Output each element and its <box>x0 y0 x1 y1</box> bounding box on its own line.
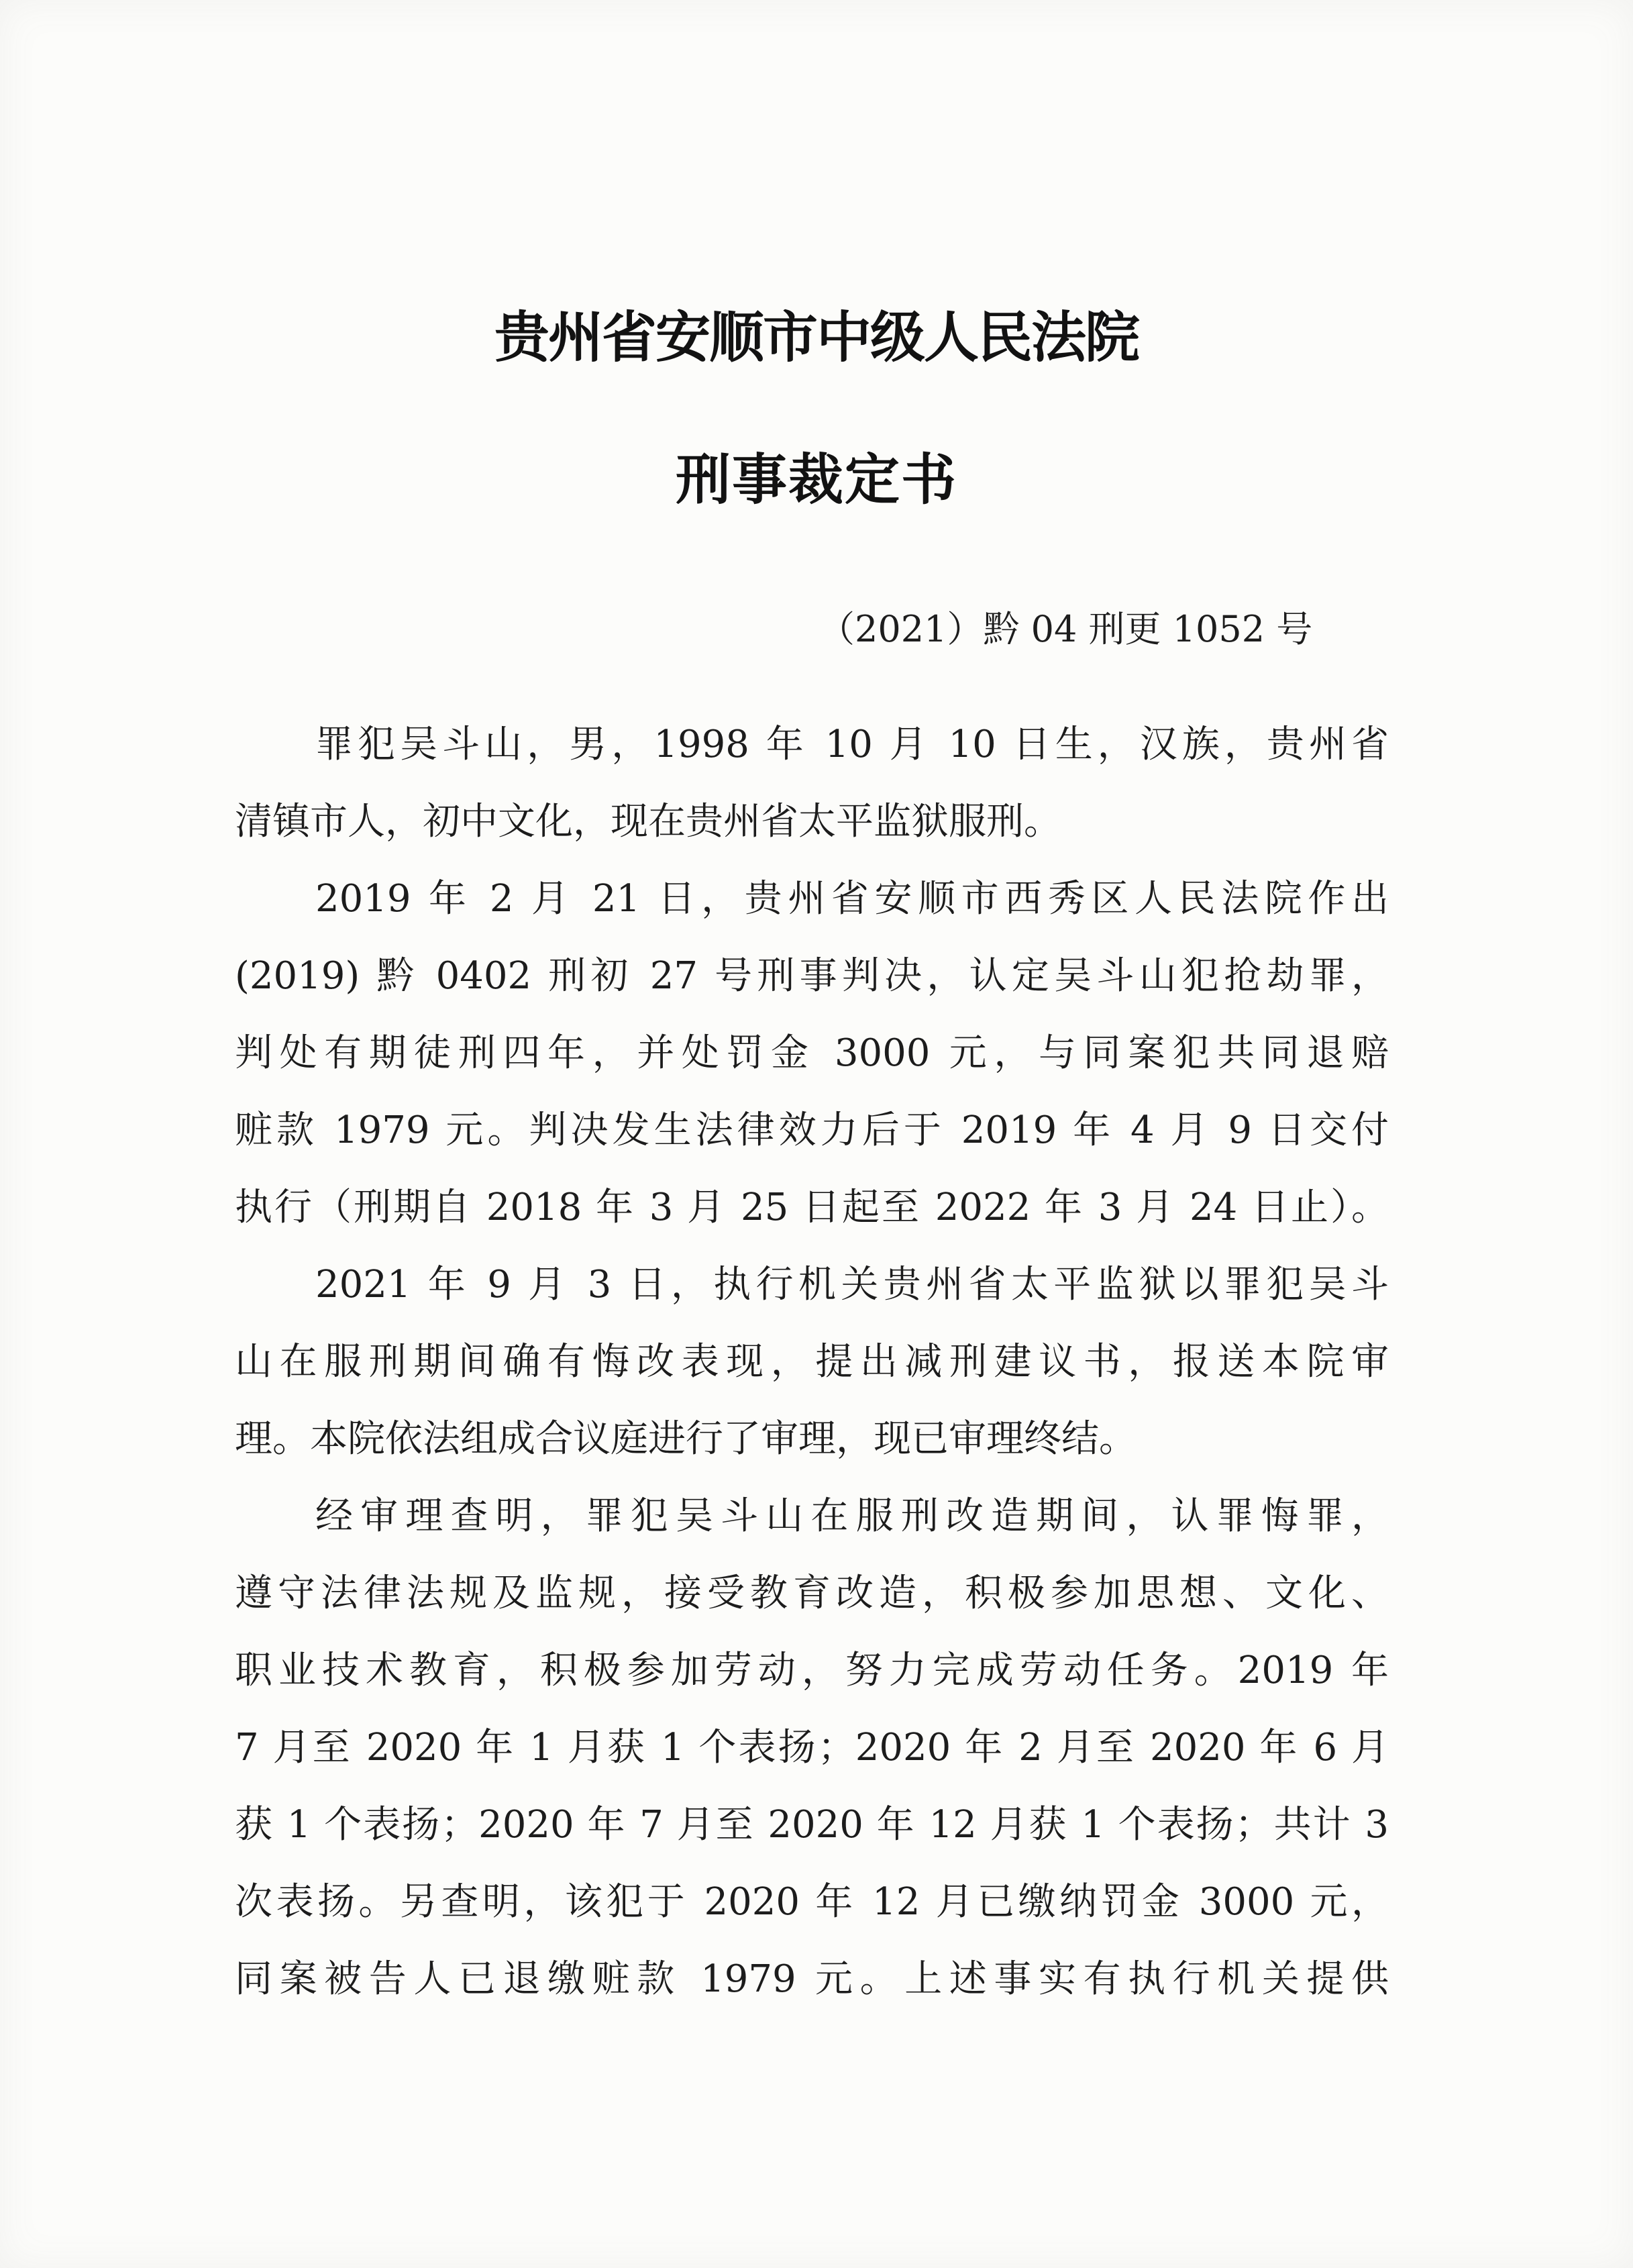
body-line-16: 次表扬。另查明，该犯于 2020 年 12 月已缴纳罚金 3000 元， <box>235 1880 1389 1924</box>
body-line-10: 理。本院依法组成合议庭进行了审理，现已审理终结。 <box>235 1417 1137 1461</box>
body-line-12: 遵守法律法规及监规，接受教育改造，积极参加思想、文化、 <box>235 1571 1389 1615</box>
body-line-8: 2021 年 9 月 3 日，执行机关贵州省太平监狱以罪犯吴斗 <box>315 1263 1389 1306</box>
body-line-9: 山在服刑期间确有悔改表现，提出减刑建议书，报送本院审 <box>235 1340 1389 1384</box>
court-name-heading: 贵州省安顺市中级人民法院 <box>494 306 1139 370</box>
body-line-1: 罪犯吴斗山，男，1998 年 10 月 10 日生，汉族，贵州省 <box>315 723 1389 766</box>
body-line-14: 7 月至 2020 年 1 月获 1 个表扬；2020 年 2 月至 2020 年 6 月 <box>235 1726 1389 1769</box>
body-line-13: 职业技术教育，积极参加劳动，努力完成劳动任务。2019 年 <box>235 1649 1389 1692</box>
body-line-4: (2019) 黔 0402 刑初 27 号刑事判决，认定吴斗山犯抢劫罪， <box>235 954 1389 998</box>
body-line-15: 获 1 个表扬；2020 年 7 月至 2020 年 12 月获 1 个表扬；共计 3 <box>235 1803 1389 1847</box>
body-line-3: 2019 年 2 月 21 日，贵州省安顺市西秀区人民法院作出 <box>315 877 1389 921</box>
case-number: （2021）黔 04 刑更 1052 号 <box>819 608 1313 650</box>
body-line-2: 清镇市人，初中文化，现在贵州省太平监狱服刑。 <box>235 800 1061 843</box>
body-line-17: 同案被告人已退缴赃款 1979 元。上述事实有执行机关提供 <box>235 1957 1389 2001</box>
body-line-6: 赃款 1979 元。判决发生法律效力后于 2019 年 4 月 9 日交付 <box>235 1109 1389 1152</box>
body-line-7: 执行（刑期自 2018 年 3 月 25 日起至 2022 年 3 月 24 日止）。 <box>235 1186 1389 1229</box>
body-line-11: 经审理查明，罪犯吴斗山在服刑改造期间，认罪悔罪， <box>315 1494 1389 1538</box>
body-line-5: 判处有期徒刑四年，并处罚金 3000 元，与同案犯共同退赔 <box>235 1031 1389 1075</box>
document-type-heading: 刑事裁定书 <box>675 448 957 512</box>
